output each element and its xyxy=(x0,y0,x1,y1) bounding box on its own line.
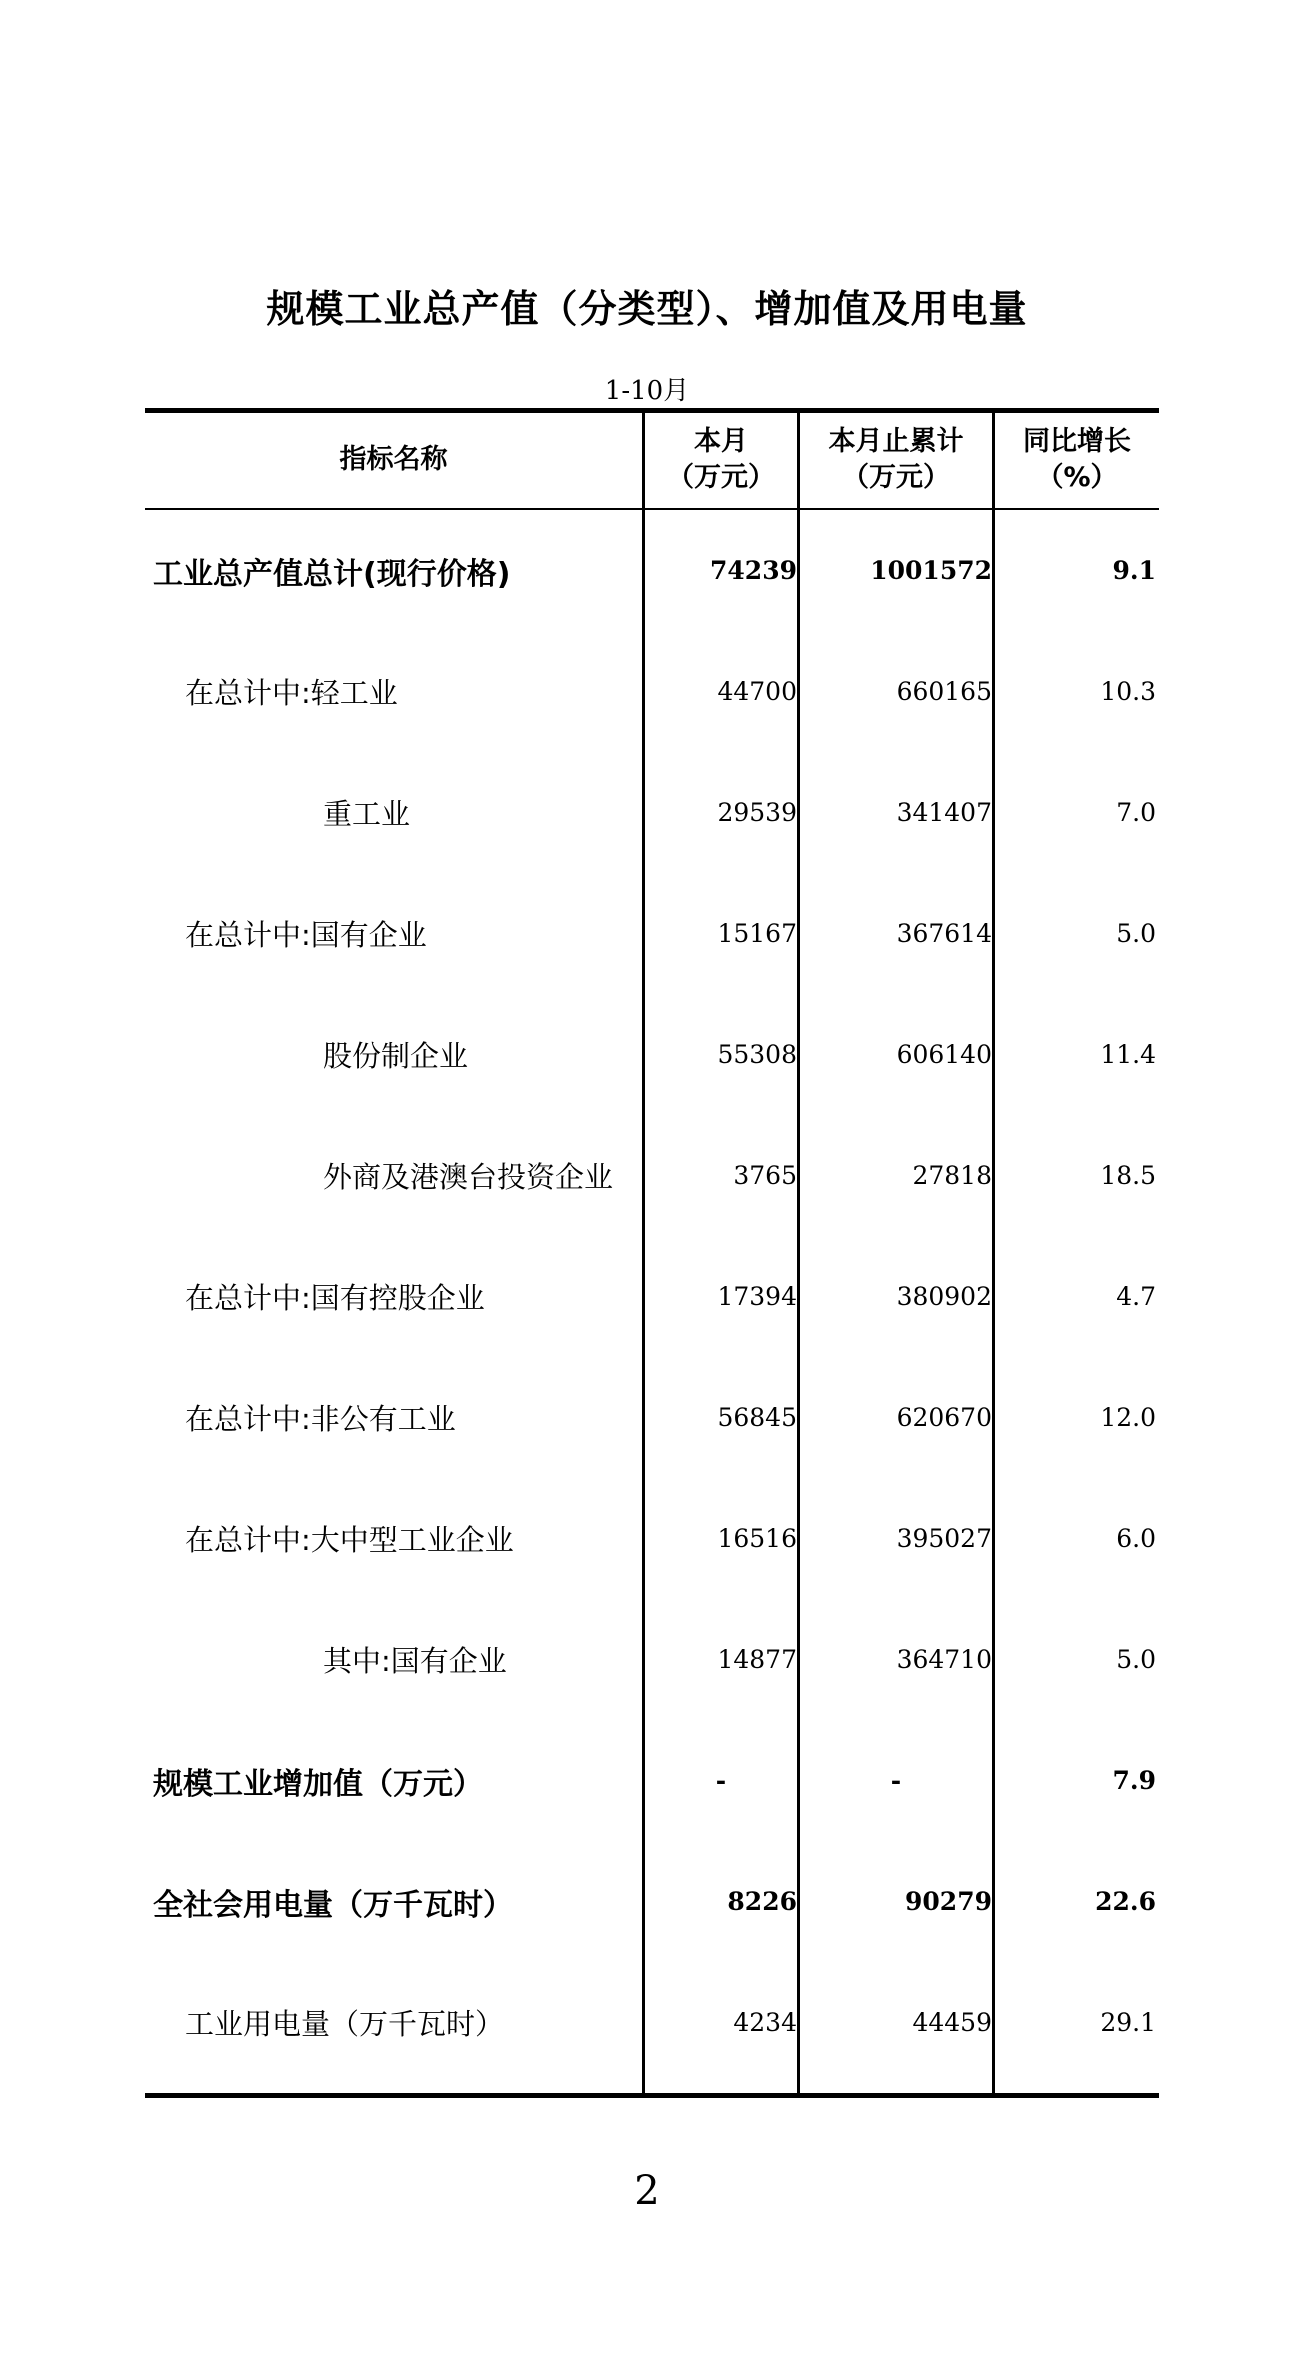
row-name: 工业总产值总计(现行价格) xyxy=(153,556,511,592)
row-cumulative-value: 1001572 xyxy=(870,556,992,585)
row-cumulative-value: 395027 xyxy=(896,1524,992,1553)
row-name: 在总计中:大中型工业企业 xyxy=(185,1523,514,1557)
row-month-value: 14877 xyxy=(717,1645,797,1674)
table-row xyxy=(145,1599,1159,1720)
header-unit: （%） xyxy=(1036,462,1118,493)
row-month-value: 8226 xyxy=(727,1887,797,1916)
row-growth-value: 9.1 xyxy=(1112,556,1156,585)
header-label: 同比增长 xyxy=(1023,426,1131,457)
header-label: 指标名称 xyxy=(339,444,448,475)
row-growth-value: 7.0 xyxy=(1116,798,1156,827)
header-month xyxy=(645,414,797,506)
table-row xyxy=(145,1357,1159,1478)
row-month-value: 4234 xyxy=(733,2008,797,2037)
table-row xyxy=(145,1841,1159,1962)
row-month-value: 74239 xyxy=(710,556,797,585)
row-name: 在总计中:国有控股企业 xyxy=(185,1281,485,1315)
row-growth-value: 11.4 xyxy=(1100,1040,1156,1069)
header-growth xyxy=(995,414,1159,506)
row-name: 全社会用电量（万千瓦时） xyxy=(153,1887,513,1923)
row-cumulative-value: 367614 xyxy=(896,919,992,948)
row-name: 在总计中:轻工业 xyxy=(185,676,398,710)
row-cumulative-value: 606140 xyxy=(896,1040,992,1069)
row-cumulative-value: 620670 xyxy=(896,1403,992,1432)
row-cumulative-value: 44459 xyxy=(912,2008,992,2037)
row-month-value: 29539 xyxy=(717,798,797,827)
table-row xyxy=(145,1962,1159,2083)
table-bottom-border xyxy=(145,2093,1159,2098)
page-number: 2 xyxy=(634,2168,660,2214)
table-row xyxy=(145,752,1159,873)
header-indicator-name xyxy=(145,414,642,506)
row-growth-value: 5.0 xyxy=(1116,1645,1156,1674)
table-row xyxy=(145,631,1159,752)
row-name: 股份制企业 xyxy=(323,1039,469,1073)
header-label: 本月止累计 xyxy=(828,426,964,457)
period-label: 1-10月 xyxy=(604,376,690,406)
row-cumulative-value: 660165 xyxy=(896,677,992,706)
row-month-value: 15167 xyxy=(717,919,797,948)
row-growth-value: 10.3 xyxy=(1100,677,1156,706)
header-unit: （万元） xyxy=(842,462,950,493)
table-top-border xyxy=(145,408,1159,413)
table-row xyxy=(145,1236,1159,1357)
table-row xyxy=(145,1478,1159,1599)
table-row xyxy=(145,873,1159,994)
row-name: 规模工业增加值（万元） xyxy=(153,1766,483,1802)
row-month-value: - xyxy=(715,1766,727,1795)
row-name: 重工业 xyxy=(323,797,411,831)
row-name: 在总计中:国有企业 xyxy=(185,918,427,952)
row-growth-value: 5.0 xyxy=(1116,919,1156,948)
header-label: 本月 xyxy=(694,426,748,457)
row-cumulative-value: - xyxy=(890,1766,902,1795)
row-month-value: 44700 xyxy=(717,677,797,706)
row-name: 外商及港澳台投资企业 xyxy=(323,1160,614,1194)
row-cumulative-value: 380902 xyxy=(896,1282,992,1311)
row-cumulative-value: 90279 xyxy=(905,1887,992,1916)
row-month-value: 17394 xyxy=(717,1282,797,1311)
page-title: 规模工业总产值（分类型）、增加值及用电量 xyxy=(266,287,1028,331)
row-name: 其中:国有企业 xyxy=(323,1644,507,1678)
row-growth-value: 4.7 xyxy=(1116,1282,1156,1311)
row-growth-value: 6.0 xyxy=(1116,1524,1156,1553)
row-cumulative-value: 341407 xyxy=(896,798,992,827)
row-growth-value: 12.0 xyxy=(1100,1403,1156,1432)
row-name: 在总计中:非公有工业 xyxy=(185,1402,456,1436)
table-row xyxy=(145,1720,1159,1841)
row-growth-value: 29.1 xyxy=(1100,2008,1156,2037)
row-month-value: 16516 xyxy=(717,1524,797,1553)
row-cumulative-value: 364710 xyxy=(896,1645,992,1674)
table-row xyxy=(145,994,1159,1115)
statistics-table xyxy=(145,408,1159,2098)
header-unit: （万元） xyxy=(667,462,775,493)
table-row xyxy=(145,1115,1159,1236)
row-name: 工业用电量（万千瓦时） xyxy=(185,2007,505,2041)
row-growth-value: 7.9 xyxy=(1112,1766,1156,1795)
header-cumulative xyxy=(800,414,992,506)
row-cumulative-value: 27818 xyxy=(912,1161,992,1190)
row-growth-value: 22.6 xyxy=(1095,1887,1156,1916)
row-month-value: 55308 xyxy=(717,1040,797,1069)
row-growth-value: 18.5 xyxy=(1100,1161,1156,1190)
table-row xyxy=(145,510,1159,631)
row-month-value: 56845 xyxy=(717,1403,797,1432)
row-month-value: 3765 xyxy=(733,1161,797,1190)
